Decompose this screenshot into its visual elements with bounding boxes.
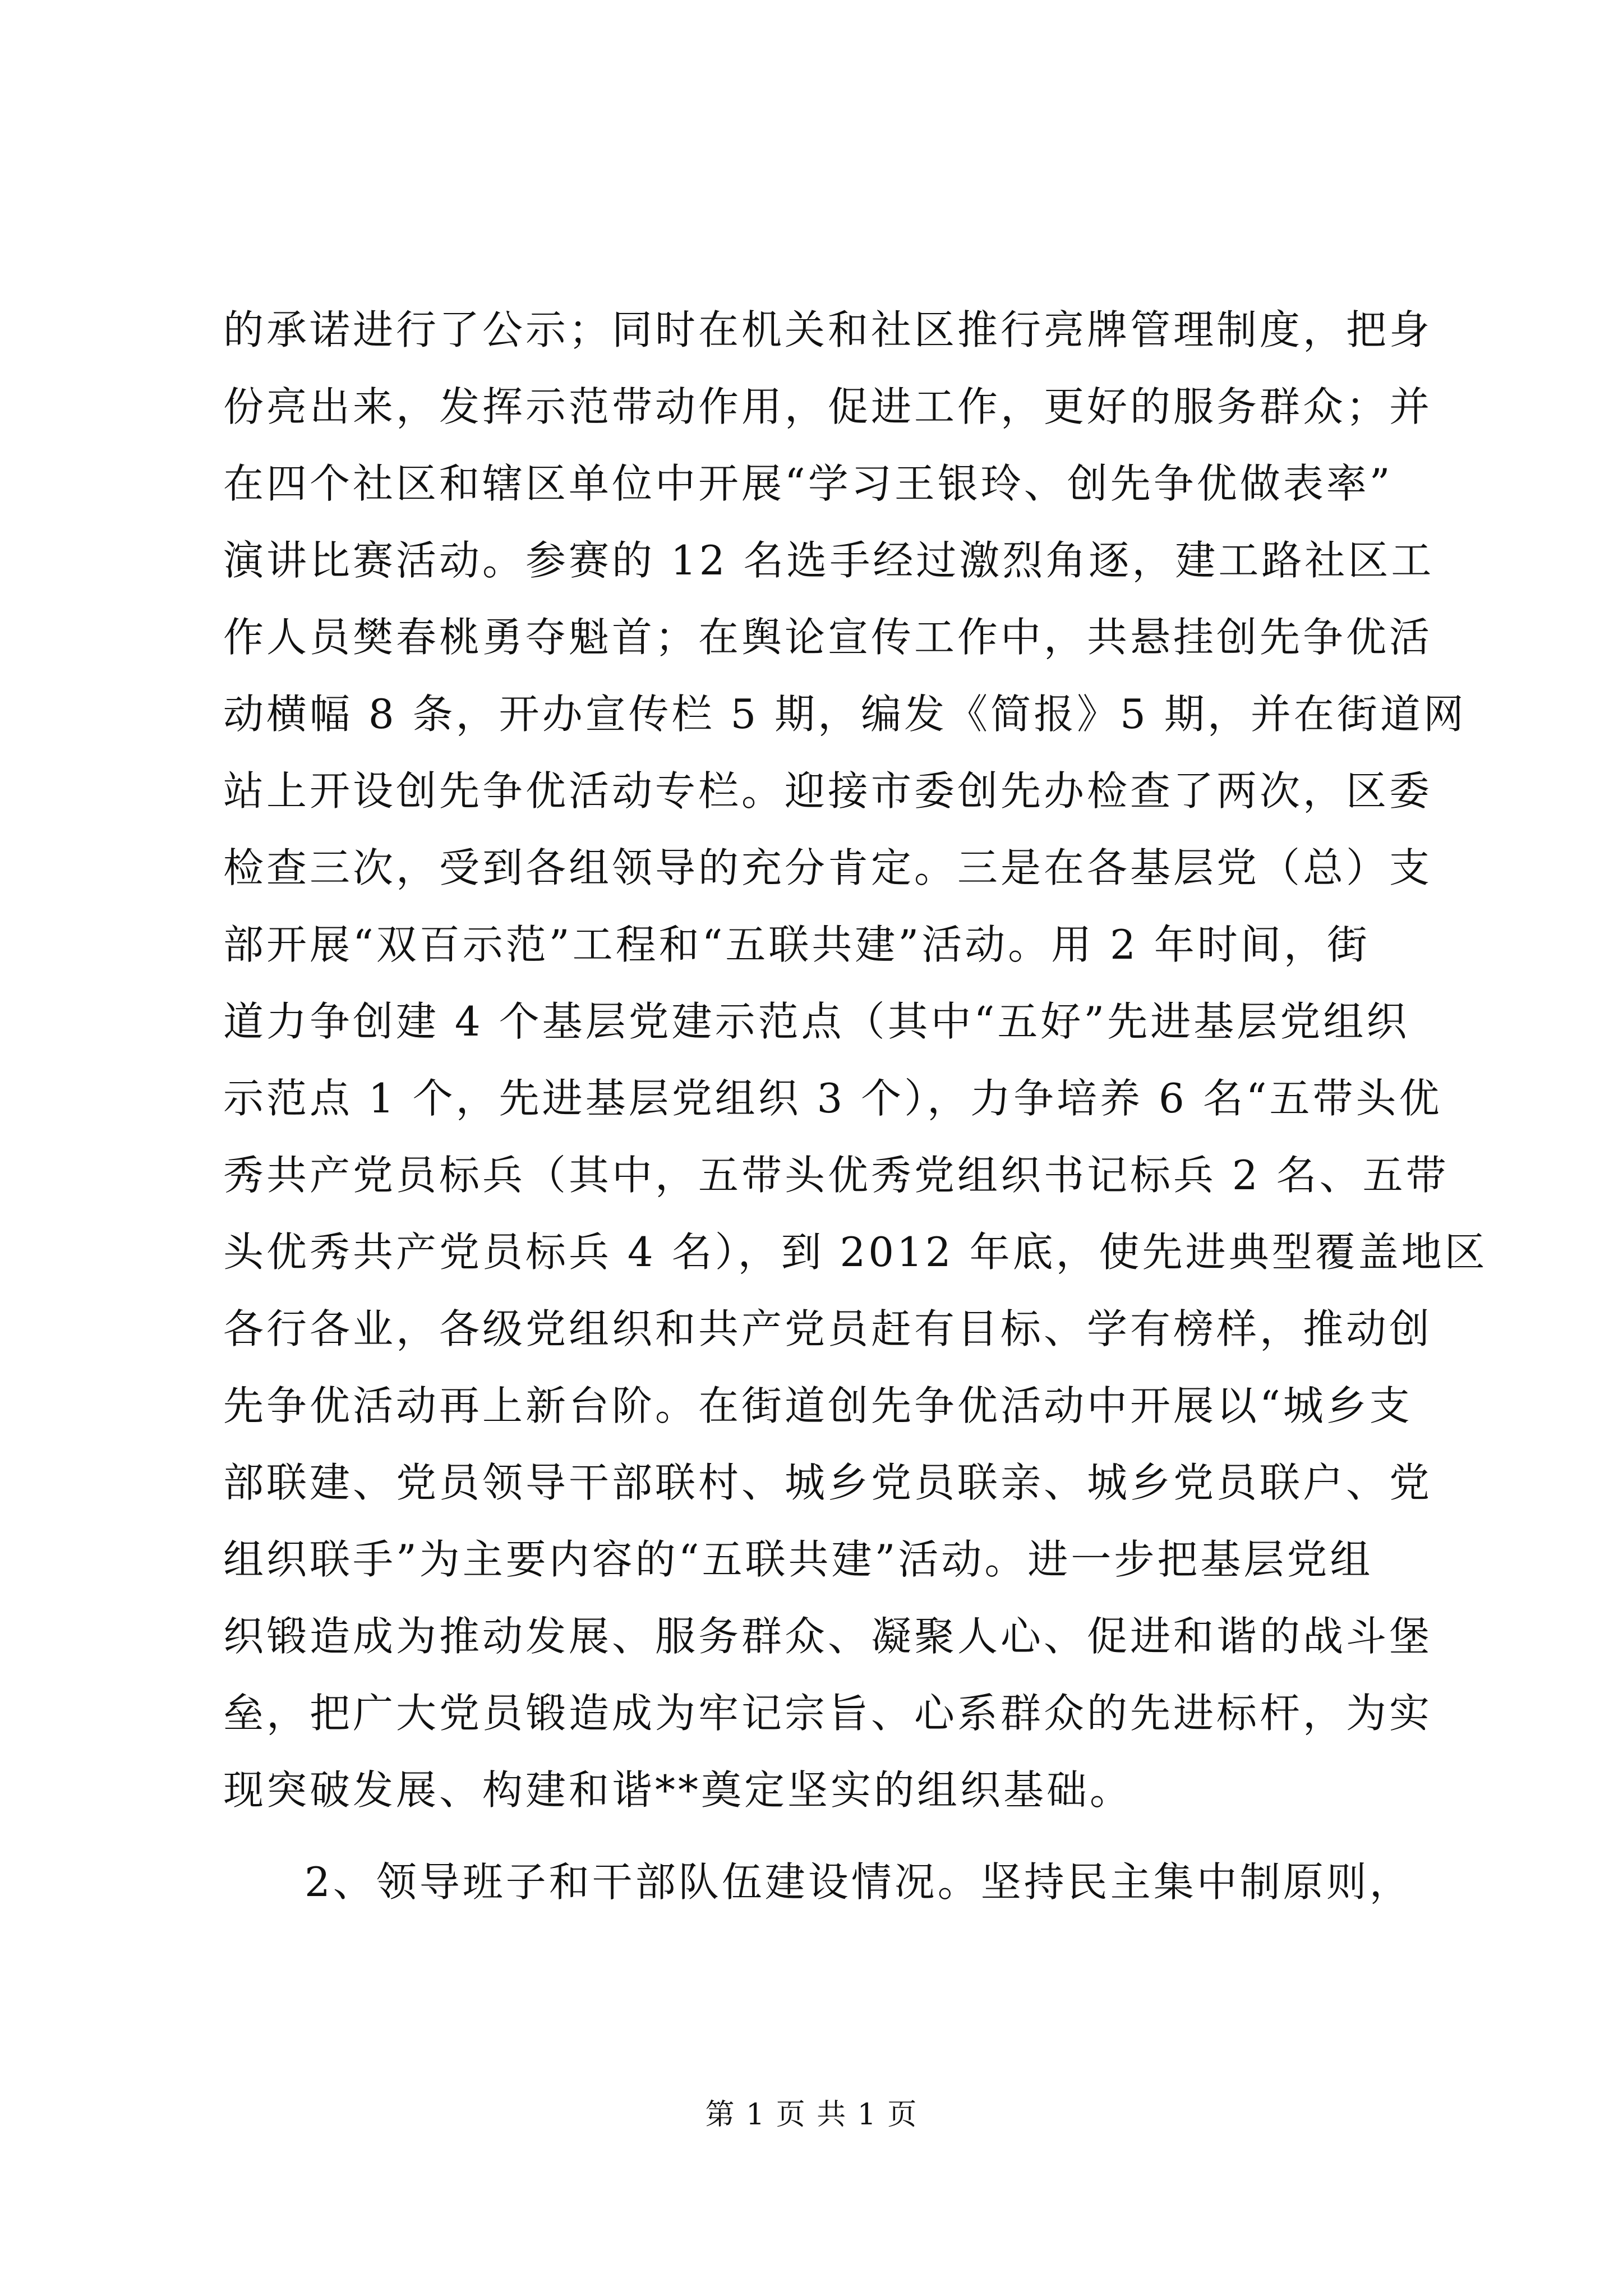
text-line: 头优秀共产党员标兵 4 名），到 2012 年底，使先进典型覆盖地区 [223,1228,1488,1276]
text-line: 组织联手”为主要内容的“五联共建”活动。进一步把基层党组 [223,1536,1373,1583]
text-line: 检查三次，受到各组领导的充分肯定。三是在各基层党（总）支 [223,844,1433,891]
text-line: 的承诺进行了公示；同时在机关和社区推行亮牌管理制度，把身 [223,306,1433,353]
text-line: 份亮出来，发挥示范带动作用，促进工作，更好的服务群众；并 [223,383,1433,430]
text-line: 织锻造成为推动发展、服务群众、凝聚人心、促进和谐的战斗堡 [223,1613,1433,1660]
text-line: 道力争创建 4 个基层党建示范点（其中“五好”先进基层党组织 [223,998,1410,1045]
text-line: 在四个社区和辖区单位中开展“学习王银玲、创先争优做表率” [223,460,1393,507]
text-line: 作人员樊春桃勇夺魁首；在舆论宣传工作中，共悬挂创先争优活 [223,614,1433,661]
body-text [223,292,1488,1921]
text-line: 秀共产党员标兵（其中，五带头优秀党组织书记标兵 2 名、五带 [223,1152,1449,1199]
text-line: 各行各业，各级党组织和共产党员赶有目标、学有榜样，推动创 [223,1305,1433,1352]
text-line: 现突破发展、构建和谐**奠定坚实的组织基础。 [223,1766,1133,1814]
text-line: 站上开设创先争优活动专栏。迎接市委创先办检查了两次，区委 [223,767,1433,815]
text-line: 演讲比赛活动。参赛的 12 名选手经过激烈角逐，建工路社区工 [223,537,1435,584]
text-line: 垒，把广大党员锻造成为牢记宗旨、心系群众的先进标杆，为实 [223,1690,1433,1737]
text-line: 示范点 1 个，先进基层党组织 3 个），力争培养 6 名“五带头优 [223,1075,1442,1122]
text-line: 先争优活动再上新台阶。在街道创先争优活动中开展以“城乡支 [223,1382,1413,1429]
text-line: 部开展“双百示范”工程和“五联共建”活动。用 2 年时间，街 [223,921,1370,968]
text-line: 动横幅 8 条，开办宣传栏 5 期，编发《简报》5 期，并在街道网 [223,691,1467,738]
paragraph-2-first-line: 2、领导班子和干部队伍建设情况。坚持民主集中制原则， [305,1858,1413,1906]
page-footer: 第 1 页 共 1 页 [705,2098,918,2132]
text-line: 部联建、党员领导干部联村、城乡党员联亲、城乡党员联户、党 [223,1459,1433,1506]
